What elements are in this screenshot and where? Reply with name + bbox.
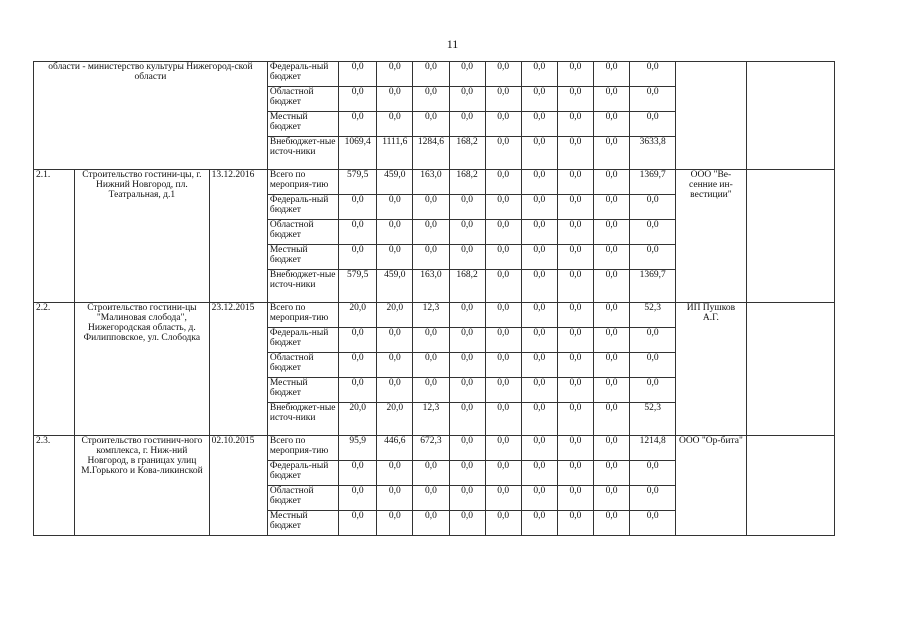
- amount-cell: 0,0: [449, 353, 485, 378]
- amount-cell: 0,0: [339, 112, 377, 137]
- amount-cell: 0,0: [594, 461, 630, 486]
- project-name: Строительство гостинич-ного комплекса, г. Ниж-ний Новгород, в границах улиц М.Горького и Кова-ликинской: [75, 436, 209, 536]
- amount-cell: 52,3: [630, 403, 676, 436]
- amount-cell: 0,0: [377, 378, 413, 403]
- amount-cell: 0,0: [377, 511, 413, 536]
- table-row: [34, 303, 835, 328]
- amount-cell: 0,0: [413, 511, 449, 536]
- amount-cell: 446,6: [377, 436, 413, 461]
- project-index: 2.1.: [34, 170, 75, 303]
- amount-cell: 0,0: [557, 378, 593, 403]
- amount-cell: 12,3: [413, 403, 449, 436]
- amount-cell: 0,0: [594, 87, 630, 112]
- amount-cell: 20,0: [377, 403, 413, 436]
- amount-cell: 0,0: [377, 486, 413, 511]
- amount-cell: 0,0: [339, 486, 377, 511]
- amount-cell: 0,0: [557, 328, 593, 353]
- amount-cell: 0,0: [339, 87, 377, 112]
- amount-cell: 0,0: [485, 461, 521, 486]
- amount-cell: 0,0: [521, 436, 557, 461]
- amount-cell: 0,0: [630, 461, 676, 486]
- amount-cell: 0,0: [521, 270, 557, 303]
- amount-cell: 0,0: [449, 87, 485, 112]
- amount-cell: 0,0: [485, 62, 521, 87]
- amount-cell: 0,0: [594, 270, 630, 303]
- amount-cell: 0,0: [449, 511, 485, 536]
- amount-cell: 0,0: [521, 245, 557, 270]
- amount-cell: 0,0: [557, 303, 593, 328]
- amount-cell: 0,0: [557, 170, 593, 195]
- funding-source: Всего по мероприя-тию: [267, 303, 338, 328]
- table-row: [34, 170, 835, 195]
- amount-cell: 0,0: [413, 353, 449, 378]
- table-body: [34, 62, 835, 536]
- project-name: Строительство гостини-цы, г. Нижний Новгород, пл. Театральная, д.1: [75, 170, 209, 303]
- amount-cell: 0,0: [413, 461, 449, 486]
- amount-cell: 168,2: [449, 270, 485, 303]
- amount-cell: 0,0: [377, 112, 413, 137]
- amount-cell: 0,0: [521, 170, 557, 195]
- amount-cell: 0,0: [413, 195, 449, 220]
- amount-cell: 459,0: [377, 270, 413, 303]
- amount-cell: 0,0: [630, 112, 676, 137]
- amount-cell: 0,0: [339, 195, 377, 220]
- amount-cell: 1214,8: [630, 436, 676, 461]
- amount-cell: 459,0: [377, 170, 413, 195]
- funding-source: Местный бюджет: [267, 511, 338, 536]
- amount-cell: 0,0: [413, 245, 449, 270]
- notes-cell: [746, 303, 834, 436]
- amount-cell: 12,3: [413, 303, 449, 328]
- amount-cell: 672,3: [413, 436, 449, 461]
- amount-cell: 0,0: [485, 328, 521, 353]
- amount-cell: 20,0: [339, 303, 377, 328]
- amount-cell: 0,0: [339, 511, 377, 536]
- amount-cell: 163,0: [413, 170, 449, 195]
- amount-cell: 0,0: [594, 511, 630, 536]
- amount-cell: 0,0: [521, 112, 557, 137]
- project-index: 2.3.: [34, 436, 75, 536]
- amount-cell: 0,0: [449, 245, 485, 270]
- amount-cell: 0,0: [594, 112, 630, 137]
- amount-cell: 0,0: [630, 62, 676, 87]
- funding-source: Всего по мероприя-тию: [267, 436, 338, 461]
- amount-cell: 0,0: [557, 220, 593, 245]
- amount-cell: 0,0: [449, 220, 485, 245]
- amount-cell: 0,0: [594, 195, 630, 220]
- amount-cell: 0,0: [449, 403, 485, 436]
- amount-cell: 0,0: [594, 436, 630, 461]
- amount-cell: 0,0: [521, 378, 557, 403]
- amount-cell: 0,0: [413, 62, 449, 87]
- amount-cell: 0,0: [485, 245, 521, 270]
- notes-cell: [746, 170, 834, 303]
- amount-cell: 0,0: [377, 353, 413, 378]
- amount-cell: 0,0: [557, 137, 593, 170]
- amount-cell: 0,0: [594, 353, 630, 378]
- amount-cell: 0,0: [485, 137, 521, 170]
- notes-cell: [746, 436, 834, 536]
- amount-cell: 0,0: [521, 62, 557, 87]
- funding-source: Федераль-ный бюджет: [267, 461, 338, 486]
- amount-cell: 0,0: [594, 170, 630, 195]
- amount-cell: 0,0: [449, 461, 485, 486]
- funding-source: Местный бюджет: [267, 112, 338, 137]
- amount-cell: 0,0: [594, 62, 630, 87]
- amount-cell: 0,0: [630, 87, 676, 112]
- amount-cell: 0,0: [339, 461, 377, 486]
- amount-cell: 0,0: [521, 303, 557, 328]
- funding-source: Федераль-ный бюджет: [267, 328, 338, 353]
- amount-cell: 20,0: [377, 303, 413, 328]
- amount-cell: 0,0: [521, 461, 557, 486]
- amount-cell: 0,0: [339, 353, 377, 378]
- amount-cell: 163,0: [413, 270, 449, 303]
- amount-cell: 0,0: [339, 328, 377, 353]
- amount-cell: 0,0: [557, 195, 593, 220]
- page-number: 11: [446, 37, 459, 51]
- amount-cell: 1069,4: [339, 137, 377, 170]
- amount-cell: 0,0: [339, 62, 377, 87]
- amount-cell: 0,0: [413, 328, 449, 353]
- amount-cell: 0,0: [557, 270, 593, 303]
- amount-cell: 0,0: [449, 195, 485, 220]
- amount-cell: 0,0: [630, 195, 676, 220]
- amount-cell: 0,0: [485, 195, 521, 220]
- amount-cell: 0,0: [594, 245, 630, 270]
- amount-cell: 0,0: [557, 245, 593, 270]
- amount-cell: 0,0: [485, 486, 521, 511]
- amount-cell: 168,2: [449, 170, 485, 195]
- amount-cell: 0,0: [594, 403, 630, 436]
- section-label: области - министерство культуры Нижегород-ской области: [34, 62, 268, 170]
- amount-cell: 0,0: [377, 220, 413, 245]
- amount-cell: 0,0: [557, 403, 593, 436]
- amount-cell: 0,0: [377, 87, 413, 112]
- amount-cell: 0,0: [485, 170, 521, 195]
- amount-cell: 0,0: [449, 303, 485, 328]
- amount-cell: 0,0: [413, 112, 449, 137]
- amount-cell: 0,0: [485, 112, 521, 137]
- amount-cell: 0,0: [630, 353, 676, 378]
- table-row: [34, 436, 835, 461]
- funding-source: Областной бюджет: [267, 87, 338, 112]
- funding-source: Областной бюджет: [267, 486, 338, 511]
- amount-cell: 3633,8: [630, 137, 676, 170]
- amount-cell: 0,0: [521, 353, 557, 378]
- amount-cell: 0,0: [377, 245, 413, 270]
- amount-cell: 0,0: [449, 378, 485, 403]
- amount-cell: 579,5: [339, 170, 377, 195]
- amount-cell: 0,0: [339, 378, 377, 403]
- amount-cell: 0,0: [413, 220, 449, 245]
- amount-cell: 0,0: [485, 303, 521, 328]
- amount-cell: 0,0: [485, 436, 521, 461]
- amount-cell: 0,0: [413, 486, 449, 511]
- amount-cell: 0,0: [485, 353, 521, 378]
- amount-cell: 0,0: [630, 220, 676, 245]
- project-date: 13.12.2016: [209, 170, 267, 303]
- amount-cell: 168,2: [449, 137, 485, 170]
- amount-cell: 0,0: [630, 328, 676, 353]
- amount-cell: 0,0: [339, 245, 377, 270]
- amount-cell: 1111,6: [377, 137, 413, 170]
- funding-source: Федераль-ный бюджет: [267, 62, 338, 87]
- funding-source: Областной бюджет: [267, 220, 338, 245]
- amount-cell: 0,0: [485, 403, 521, 436]
- amount-cell: 0,0: [521, 220, 557, 245]
- amount-cell: 0,0: [630, 245, 676, 270]
- funding-source: Внебюджет-ные источ-ники: [267, 403, 338, 436]
- amount-cell: 0,0: [594, 486, 630, 511]
- funding-source: Внебюджет-ные источ-ники: [267, 137, 338, 170]
- amount-cell: 0,0: [557, 87, 593, 112]
- amount-cell: 0,0: [485, 270, 521, 303]
- amount-cell: 0,0: [377, 195, 413, 220]
- budget-table: [33, 61, 835, 536]
- amount-cell: 1369,7: [630, 170, 676, 195]
- amount-cell: 0,0: [557, 436, 593, 461]
- amount-cell: 0,0: [449, 328, 485, 353]
- funding-source: Местный бюджет: [267, 245, 338, 270]
- amount-cell: 1284,6: [413, 137, 449, 170]
- amount-cell: 0,0: [521, 403, 557, 436]
- amount-cell: 0,0: [377, 461, 413, 486]
- project-executor: ООО "Ор-бита": [676, 436, 746, 536]
- executor-cell: [676, 62, 746, 170]
- amount-cell: 0,0: [557, 62, 593, 87]
- amount-cell: 0,0: [557, 511, 593, 536]
- amount-cell: 0,0: [557, 461, 593, 486]
- amount-cell: 0,0: [521, 195, 557, 220]
- amount-cell: 0,0: [521, 87, 557, 112]
- funding-source: Внебюджет-ные источ-ники: [267, 270, 338, 303]
- amount-cell: 0,0: [630, 378, 676, 403]
- project-date: 23.12.2015: [209, 303, 267, 436]
- table-row: [34, 62, 835, 87]
- amount-cell: 95,9: [339, 436, 377, 461]
- amount-cell: 0,0: [449, 112, 485, 137]
- project-executor: ООО "Ве-сенние ин-вестиции": [676, 170, 746, 303]
- amount-cell: 0,0: [485, 511, 521, 536]
- amount-cell: 1369,7: [630, 270, 676, 303]
- amount-cell: 0,0: [521, 137, 557, 170]
- amount-cell: 579,5: [339, 270, 377, 303]
- amount-cell: 0,0: [449, 486, 485, 511]
- amount-cell: 52,3: [630, 303, 676, 328]
- funding-source: Местный бюджет: [267, 378, 338, 403]
- amount-cell: 0,0: [557, 353, 593, 378]
- notes-cell: [746, 62, 834, 170]
- project-index: 2.2.: [34, 303, 75, 436]
- amount-cell: 0,0: [630, 511, 676, 536]
- amount-cell: 0,0: [630, 486, 676, 511]
- funding-source: Федераль-ный бюджет: [267, 195, 338, 220]
- amount-cell: 0,0: [594, 220, 630, 245]
- amount-cell: 0,0: [521, 511, 557, 536]
- amount-cell: 0,0: [557, 486, 593, 511]
- amount-cell: 0,0: [377, 328, 413, 353]
- amount-cell: 0,0: [485, 220, 521, 245]
- amount-cell: 0,0: [594, 137, 630, 170]
- funding-source: Областной бюджет: [267, 353, 338, 378]
- project-name: Строительство гостини-цы "Малиновая слобода", Нижегородская область, д. Филипповское, ул. Слободка: [75, 303, 209, 436]
- amount-cell: 0,0: [485, 87, 521, 112]
- amount-cell: 0,0: [449, 62, 485, 87]
- amount-cell: 0,0: [557, 112, 593, 137]
- project-date: 02.10.2015: [209, 436, 267, 536]
- project-executor: ИП Пушков А.Г.: [676, 303, 746, 436]
- amount-cell: 0,0: [594, 378, 630, 403]
- amount-cell: 0,0: [413, 87, 449, 112]
- amount-cell: 0,0: [449, 436, 485, 461]
- amount-cell: 0,0: [339, 220, 377, 245]
- funding-source: Всего по мероприя-тию: [267, 170, 338, 195]
- amount-cell: 0,0: [594, 328, 630, 353]
- amount-cell: 0,0: [594, 303, 630, 328]
- amount-cell: 0,0: [377, 62, 413, 87]
- amount-cell: 0,0: [521, 328, 557, 353]
- amount-cell: 0,0: [413, 378, 449, 403]
- amount-cell: 0,0: [485, 378, 521, 403]
- amount-cell: 20,0: [339, 403, 377, 436]
- amount-cell: 0,0: [521, 486, 557, 511]
